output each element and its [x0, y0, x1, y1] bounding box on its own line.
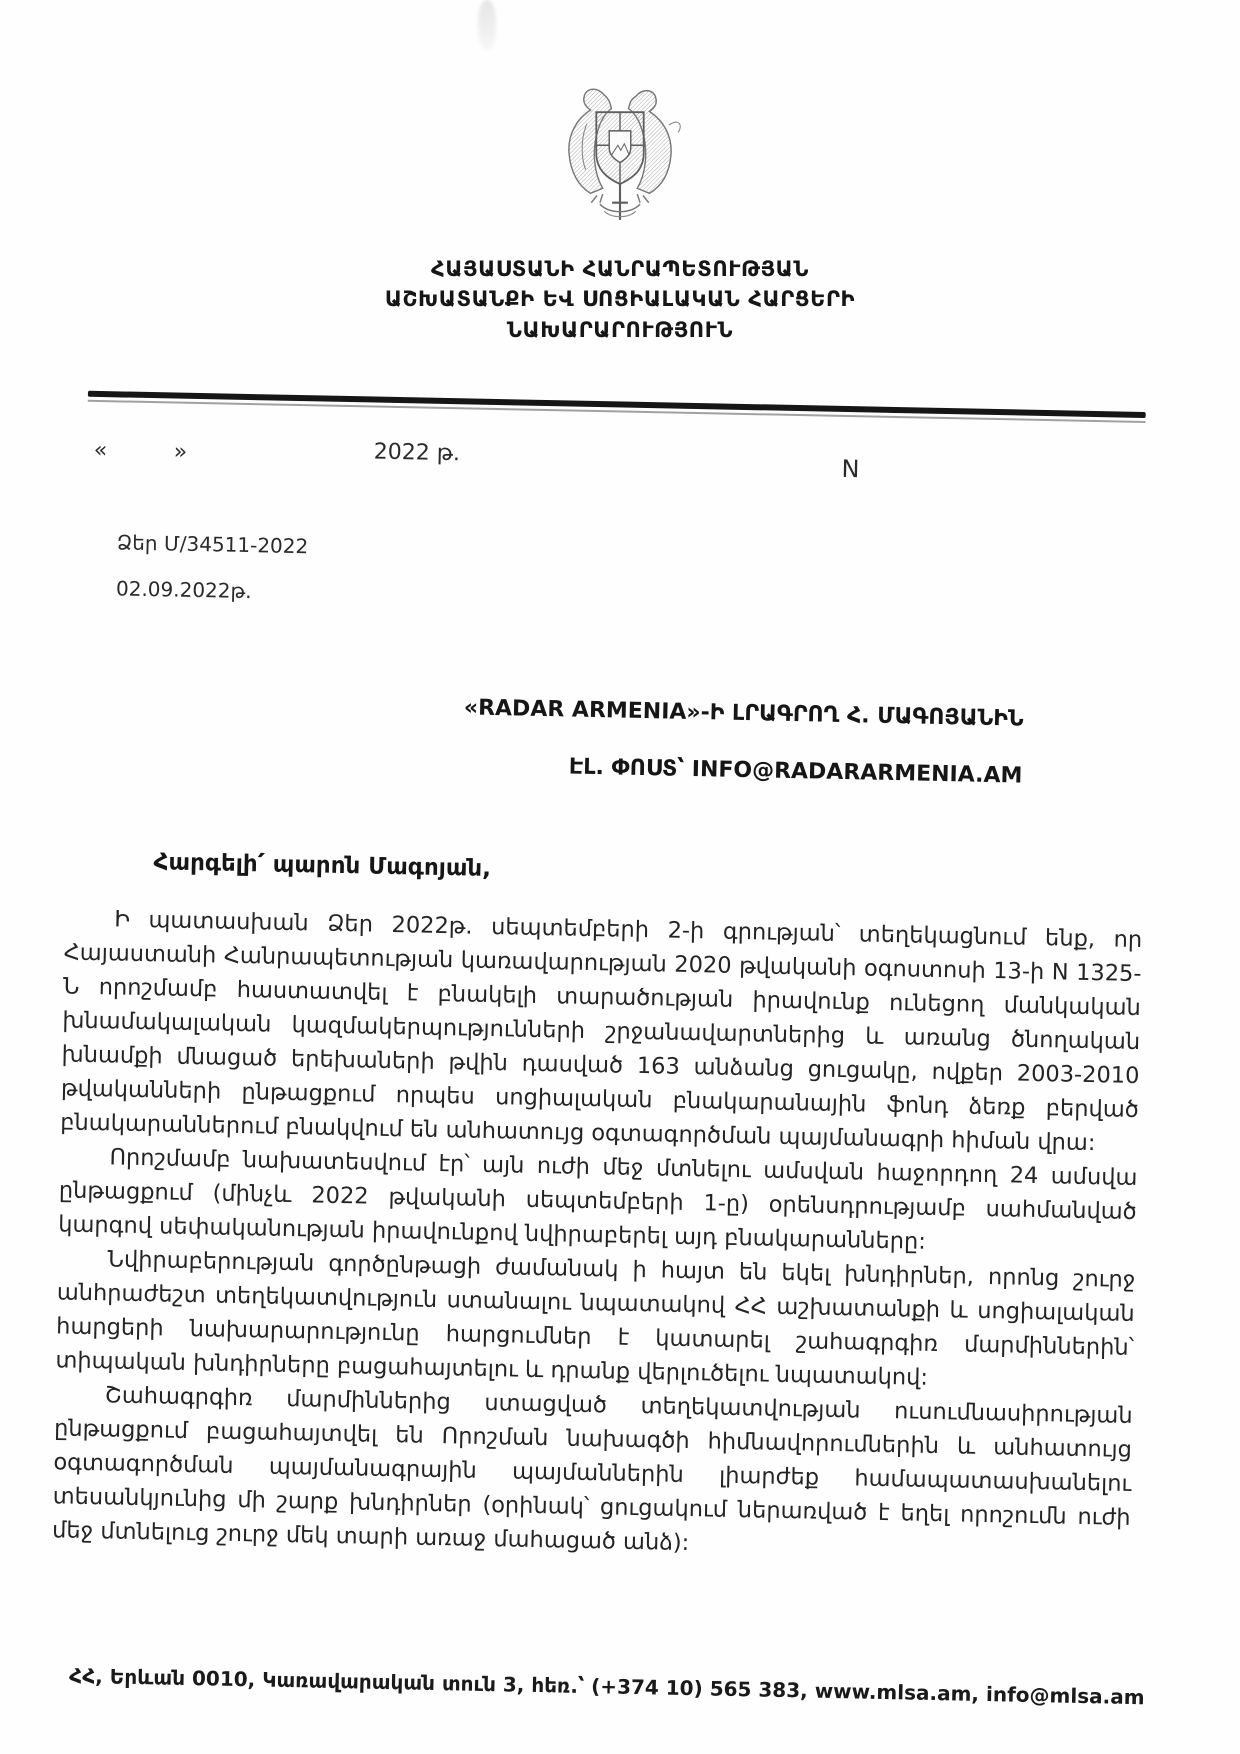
armenia-coat-of-arms-icon [541, 72, 699, 244]
paragraph-3: Նվիրաբերության գործընթացի ժամանակ ի հայտ են եկել խնդիրներ, որոնց շուրջ անհրաժեշտ տեղեկատվություն ստանալու նպատակով ՀՀ աշխատանքի և սոցիալական հարցերի նախարարությունը հարցումներ է կատարել շահագրգիռ մարմիններին՝ տիպական խնդիրները բացահայտելու և դրանք վերլուծելու նպատակով: [55, 1246, 1136, 1392]
number-label: N [841, 455, 860, 484]
letter-body [52, 902, 1143, 1570]
footer-contact-line: ՀՀ, Երևան 0010, Կառավարական տուն 3, հեռ.՝ (+374 10) 565 383, www.mlsa.am, info@mlsa.am [68, 1663, 1145, 1710]
document-date: 02.09.2022թ. [115, 576, 252, 604]
recipient-name: «RADAR ARMENIA»-Ի ԼՐԱԳՐՈՂ Հ. ՄԱԳՈՅԱՆԻՆ [463, 695, 1024, 732]
date-quote-close: » [173, 439, 188, 466]
date-number-row [0, 430, 1239, 501]
letterhead [0, 0, 1240, 345]
paragraph-1: Ի պատասխան Ձեր 2022թ. սեպտեմբերի 2-ի գրության՝ տեղեկացնում ենք, որ Հայաստանի Հանրապետության կառավարության 2020 թվականի օգոստոսի 13-ի N 1325-Ն որոշմամբ հաստատվել է բնակելի տարածության իրավունք ունեցող մանկական խնամակալական կազմակերպությունների շրջանավարտներից և առանց ծնողական խնամքի մնացած երեխաների թվին դասված 163 անձանց ցուցակը, ովքեր 2003-2010 թվականների ընթացքում որպես սոցիալական բնակարանային ֆոնդ ձեռք բերված բնակարաններում բնակվում են անհատույց օգտագործման պայմանագրի հիման վրա: [60, 906, 1143, 1157]
paragraph-2: Որոշմամբ նախատեսվում էր՝ այն ուժի մեջ մտնելու ամսվան հաջորդող 24 ամսվա ընթացքում (մինչև 2022 թվականի սեպտեմբերի 1-ը) օրենսդրությամբ սահմանված կարգով սեփականության իրավունքով նվիրաբերել այդ բնակարանները: [57, 1144, 1138, 1256]
ministry-title [0, 254, 1240, 345]
letterhead-divider [88, 391, 1146, 423]
year-label: 2022 թ. [373, 439, 461, 467]
ministry-title-line3: ՆԱԽԱՐԱՐՈՒԹՅՈՒՆ [506, 317, 734, 342]
scan-artifact-smudge [478, 0, 496, 50]
reference-number: Ձեր Մ/34511-2022 [116, 530, 309, 559]
ministry-title-line1: ՀԱՅԱՍՏԱՆԻ ՀԱՆՐԱՊԵՏՈՒԹՅԱՆ [431, 257, 809, 281]
paragraph-4: Շահագրգիռ մարմիններից ստացված տեղեկատվության ուսումնասիրության ընթացքում բացահայտվել են Որոշման նախագծի հիմնավորումներին և անհատույց օգտագործման պայմանագրային պայմաններին լիարժեք համապատասխանելու տեսանկյունից մի շարք խնդիրներ (օրինակ՝ ցուցակում ներառված է եղել որոշումն ուժի մեջ մտնելուց շուրջ մեկ տարի առաջ մահացած անձ): [51, 1382, 1133, 1557]
date-quote-open: « [93, 438, 108, 464]
letter-body-tilted-block [0, 389, 1240, 1711]
ministry-title-line2: ԱՇԽԱՏԱՆՔԻ ԵՎ ՍՈՑԻԱԼԱԿԱՆ ՀԱՐՑԵՐԻ [384, 287, 856, 312]
salutation: Հարգելի՛ պարոն Մագոյան, [153, 849, 492, 883]
recipient-block [0, 686, 1024, 789]
recipient-email: ԷԼ. ՓՈՍՏ՝ INFO@RADARARMENIA.AM [568, 754, 1023, 789]
